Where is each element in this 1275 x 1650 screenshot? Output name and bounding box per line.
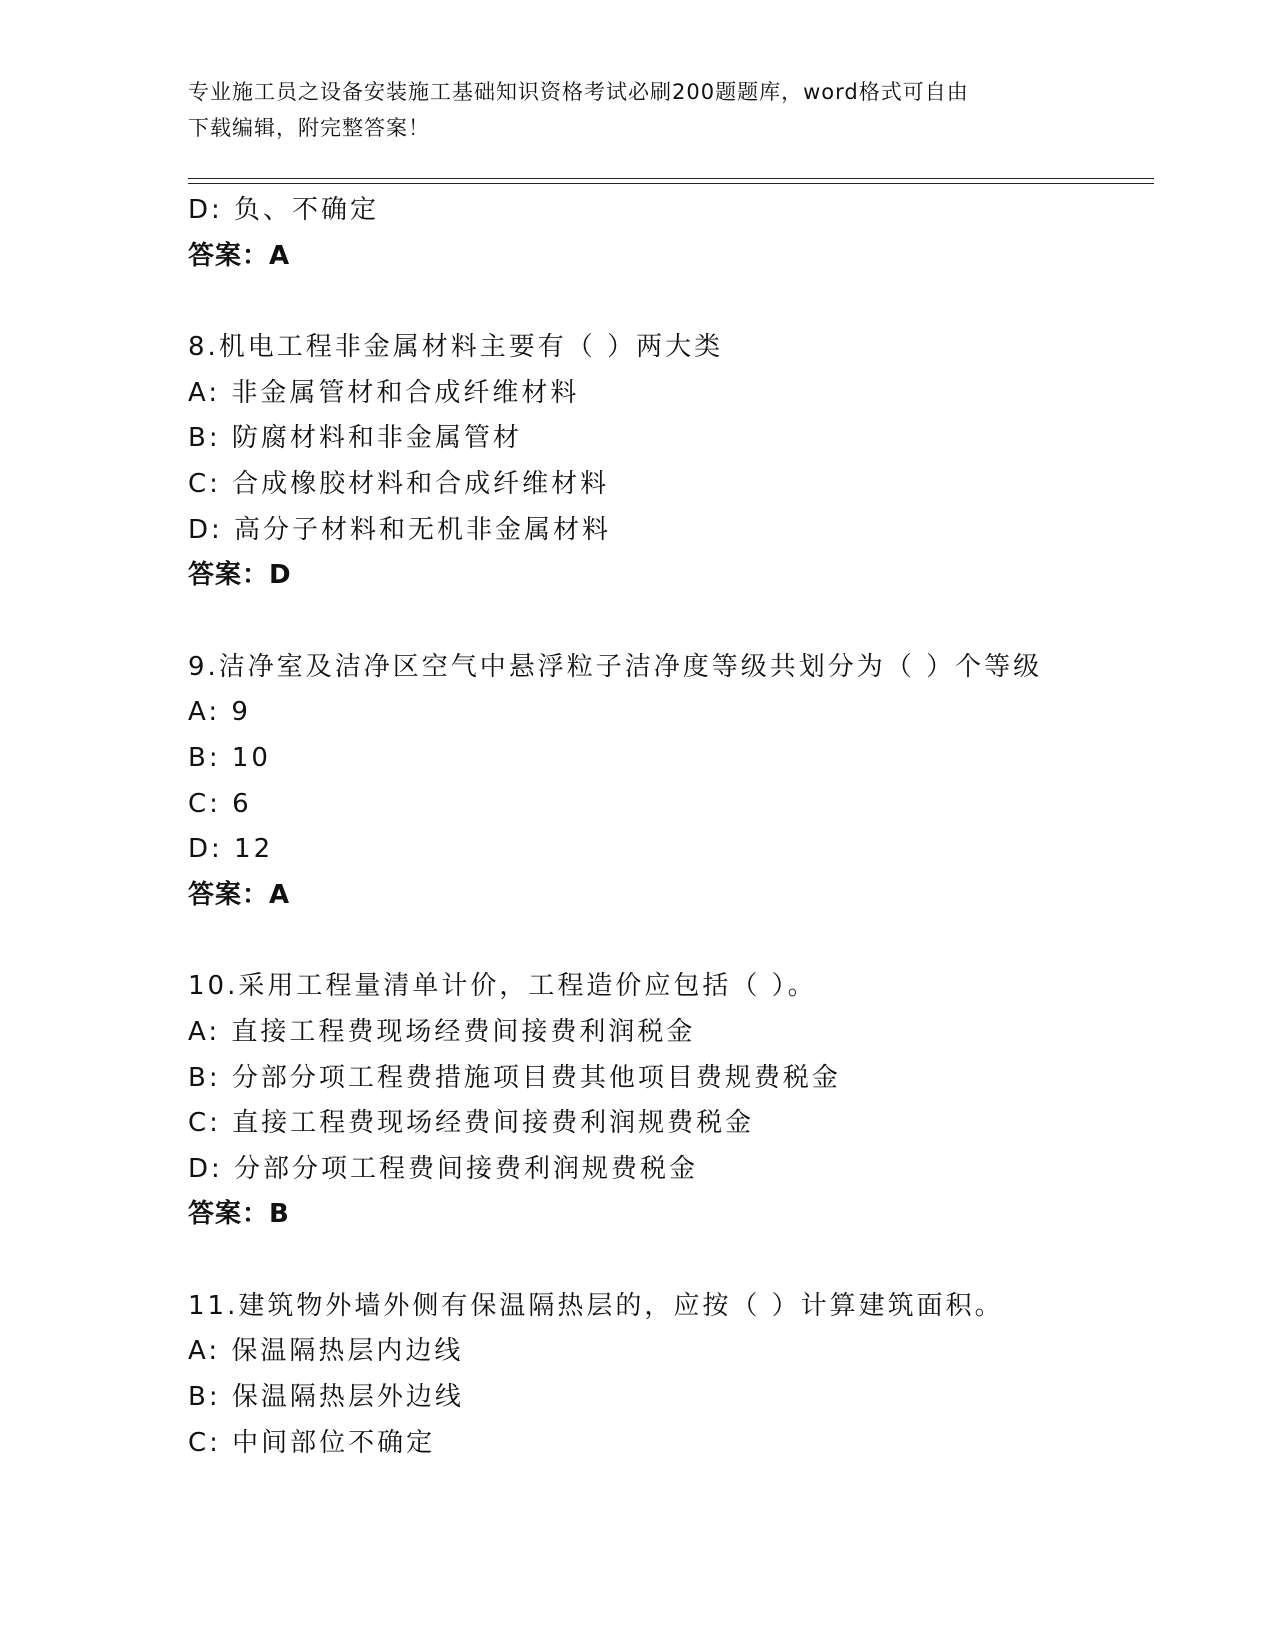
- question-10-answer: 答案：B: [188, 1199, 290, 1230]
- header-line-1: 专业施工员之设备安装施工基础知识资格考试必刷200题题库，word格式可自由: [188, 80, 969, 104]
- question-9-option-b: B: 10: [188, 742, 271, 773]
- question-9-answer: 答案：A: [188, 879, 291, 910]
- spacer: [188, 918, 1148, 964]
- spacer: [188, 1238, 1148, 1284]
- header-divider-top: [188, 178, 1154, 179]
- partial-question-answer: 答案：A: [188, 240, 291, 271]
- spacer: [188, 279, 1148, 325]
- document-header: [188, 74, 1088, 146]
- spacer: [188, 599, 1148, 645]
- question-11-option-a: A: 保温隔热层内边线: [188, 1336, 464, 1367]
- header-line-2: 下载编辑，附完整答案！: [188, 116, 430, 140]
- question-10-option-a: A: 直接工程费现场经费间接费利润税金: [188, 1016, 696, 1047]
- question-11-stem: 11.建筑物外墙外侧有保温隔热层的，应按（ ）计算建筑面积。: [188, 1290, 1004, 1321]
- question-8-answer: 答案：D: [188, 560, 292, 591]
- question-8-option-a: A: 非金属管材和合成纤维材料: [188, 377, 580, 408]
- partial-question-option-d: D: 负、不确定: [188, 195, 380, 225]
- question-8-option-d: D: 高分子材料和无机非金属材料: [188, 514, 612, 545]
- question-10-option-c: C: 直接工程费现场经费间接费利润规费税金: [188, 1108, 755, 1139]
- question-9-stem: 9.洁净室及洁净区空气中悬浮粒子洁净度等级共划分为（ ）个等级: [188, 651, 1043, 682]
- question-10-stem: 10.采用工程量清单计价，工程造价应包括（ ）。: [188, 971, 817, 1002]
- question-8-option-c: C: 合成橡胶材料和合成纤维材料: [188, 468, 610, 499]
- question-list: [188, 188, 1148, 1466]
- question-9-option-a: A: 9: [188, 697, 251, 728]
- question-11-option-b: B: 保温隔热层外边线: [188, 1382, 464, 1413]
- question-11-option-c: C: 中间部位不确定: [188, 1427, 436, 1458]
- question-10-option-b: B: 分部分项工程费措施项目费其他项目费规费税金: [188, 1062, 841, 1093]
- question-8-stem: 8.机电工程非金属材料主要有（ ）两大类: [188, 332, 724, 363]
- question-8-option-b: B: 防腐材料和非金属管材: [188, 423, 522, 454]
- header-divider-bottom: [188, 183, 1154, 184]
- question-9-option-c: C: 6: [188, 788, 252, 819]
- question-10-option-d: D: 分部分项工程费间接费利润规费税金: [188, 1153, 699, 1184]
- question-9-option-d: D: 12: [188, 834, 274, 865]
